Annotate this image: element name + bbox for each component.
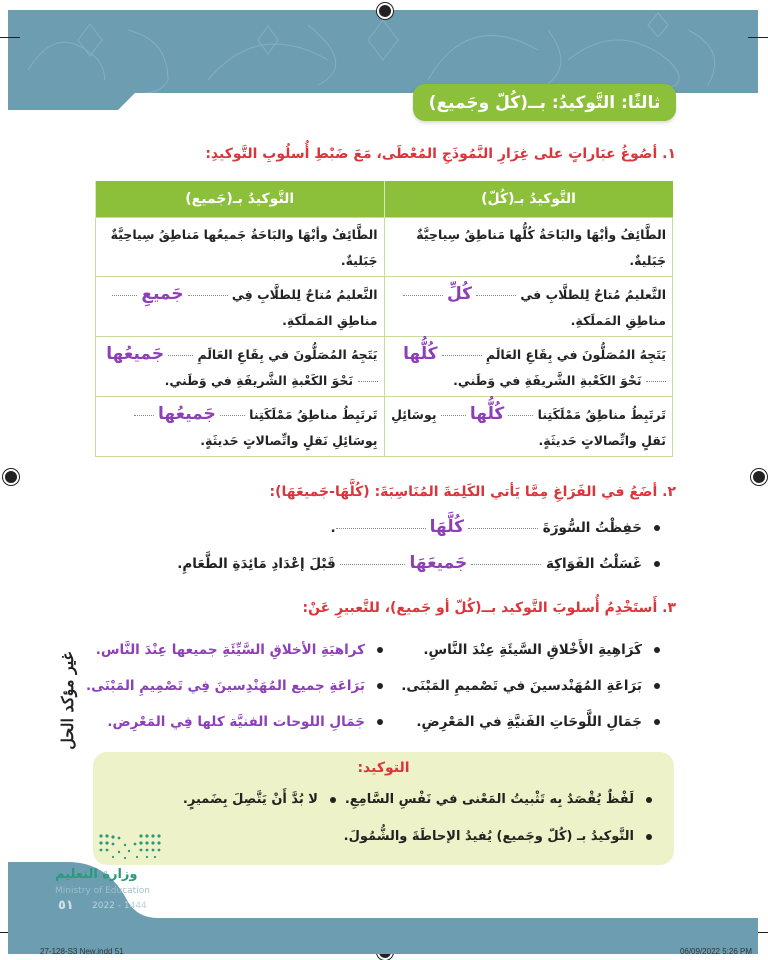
answer-text: كُلِّ [446,284,473,304]
bullet-icon [654,561,660,567]
bullet-icon [646,797,652,803]
note-box [93,752,674,865]
ministry-name-arabic: وزارة التعليم [55,867,138,882]
note-item [183,792,336,807]
bullet-icon [377,719,383,725]
table-cell-jamee [96,337,385,397]
fill-blank-item [177,553,660,573]
answer-text: كُلُّها [469,404,505,424]
prompt-item [401,678,660,694]
emphasis-table [95,181,673,457]
blank-dots [403,295,443,296]
blank-dots [646,381,666,382]
answer-text: كراهيَةِ الأخلاقِ السَّيِّئَةِ جميعها عِنْدَ النَّاس. [95,642,365,658]
item-text: غَسَلْتُ الفَوَاكِهَ [545,556,642,572]
cell-text: بِوسَائِلِ نَقلٍ واتِّصالاتٍ حَديثَةٍ. [200,433,378,448]
table-cell-jamee [96,277,385,337]
answer-text: كُلُّها [403,344,438,364]
print-slug-date: 06/09/2022 5:26 PM [679,947,752,956]
prompt-text: كَرَاهِيةِ الأَخْلاقِ السَّيئَةِ عِنْدَ النَّاسِ. [423,642,642,658]
blank-dots [340,564,405,565]
answer-text: جَميعِ [141,284,184,304]
handwritten-note [52,643,82,758]
column-kul-header: التَّوكيدُ بـ(كُلّ) [384,181,673,218]
registration-mark-left [3,469,19,485]
answer-text: كُلَّهَا [429,517,465,537]
cell-text: نَحْوَ الكَعْبةِ الشَّريفَةِ في وَطَني. [164,373,354,388]
cell-text: مناطِقِ المَملَكةِ. [570,313,666,328]
blank-dots [508,415,533,416]
cell-text: تَرتَبِطُ مناطِقُ مَمْلَكَتِنا [249,407,378,422]
note-text: لا بُدَّ أَنْ يَتَّصِلَ بِضَميرٍ. [182,792,318,807]
crop-mark [0,37,20,38]
table-header-row [96,181,673,218]
answer-text: جَميعُها [158,404,216,424]
table-row [96,397,673,457]
blank-dots [168,355,193,356]
blank-dots [476,295,516,296]
cell-text: بِوسَائِلِ نَقلٍ واتِّصالاتٍ حَديثَةٍ. [391,407,666,448]
header-tab-shape [8,80,148,110]
handwritten-note-text: غير مؤكد الحل [57,651,77,750]
question-2-heading: ٢. أضَعُ في الفَرَاغِ مِمَّا يَأتي الكَلِمَةَ المُنَاسِبَةَ: (كُلَّهَا-جَميعَهَا): [269,484,676,500]
blank-dots [358,381,378,382]
bullet-icon [330,797,336,803]
blank-dots [468,528,538,529]
cell-text: التَّعليمُ مُتاحٌ لِلطلَّابِ في [520,287,666,302]
prompt-item [416,714,660,730]
answer-text: جَميعُها [106,344,165,364]
note-text: التَّوكيدُ بـ (كُلّ وجَميع) يُفيدُ الإحاطَةَ والشُّمُولَ. [343,829,634,844]
item-text: حَفِظْتُ السُّورَةَ [542,520,642,536]
cell-text: مناطِقِ المَملَكةِ. [282,313,378,328]
table-row [96,277,673,337]
blank-dots [112,295,137,296]
bullet-icon [377,683,383,689]
table-cell-jamee [96,397,385,457]
bullet-icon [654,525,660,531]
blank-dots [188,295,228,296]
crop-mark [748,37,768,38]
blank-dots [336,528,426,529]
prompt-text: بَرَاعَةِ المُهَنْدسينَ في تَصْميمِ المَبْنَى. [401,678,642,694]
answer-item [107,714,383,730]
cell-text: الطَّائِفُ وأبْهَا والبَاحَةُ كُلُّها مَناطِقُ سِياحِيَّةٌ جَبَليةٌ. [416,227,666,268]
registration-mark-right [751,469,767,485]
answer-text: بَرَاعَةِ جميع المُهَنْدِسينَ فِي تَصْمِيمِ المَبْنَى. [86,678,365,694]
answer-item [96,642,383,658]
table-cell-jamee [96,218,385,277]
blank-dots [441,415,466,416]
blank-dots [220,415,245,416]
blank-dots [471,564,541,565]
cell-text: نَحْوَ الكَعْبةِ الشَّريفَةِ في وَطَني. [453,373,642,388]
column-jamee-header: التَّوكيدُ بـ(جَميع) [96,181,385,218]
note-item [344,829,652,844]
page-year: 2022 - 1444 [92,901,147,911]
blank-dots [134,415,154,416]
note-item [345,792,652,807]
bullet-icon [654,719,660,725]
section-title [413,84,676,121]
item-text: . [330,520,336,536]
cell-text: يَتَجِهُ المُصَلُّونَ في بِقَاعِ العَالَمِ [485,347,666,362]
table-cell-kul [384,337,673,397]
item-text: قَبْلَ إعْدَادِ مَائِدَةِ الطَّعَامِ. [177,556,336,572]
blank-dots [442,355,482,356]
prompt-text: جَمَالِ اللَّوحَاتِ الفَنيَّةِ في المَعْرِضِ. [416,714,642,730]
bullet-icon [377,647,383,653]
note-title: التوكيد: [357,760,410,776]
ministry-name-english: Ministry of Education [55,886,150,896]
prompt-item [423,642,660,658]
bullet-icon [654,683,660,689]
fill-blank-item [330,517,660,537]
section-title-text: ثالثًا: التَّوكيدُ: بــ(كُلّ وجَميع) [428,92,661,113]
answer-item [86,678,383,694]
cell-text: يَتَجِهُ المُصَلُّونَ في بِقَاعِ العَالَمِ [197,347,378,362]
table-cell-kul [384,218,673,277]
page-number: ٥١ [58,898,74,913]
registration-mark-top [377,3,393,19]
cell-text: الطَّائِفُ وأبْهَا والبَاحَةُ جَميعُها مَناطِقُ سِياحِيَّةٌ جَبَليةٌ. [110,227,378,268]
bullet-icon [654,647,660,653]
cell-text: تَرتَبِطُ مناطِقُ مَمْلَكَتِنا [537,407,666,422]
question-1-heading: ١. أصُوغُ عبَاراتٍ على غِرَارِ النَّمُوذَجِ المُعْطَى، مَعَ ضَبْطِ أُسلُوبِ التَّوكيدِ: [205,146,676,162]
answer-text: جَميعَهَا [409,553,468,573]
cell-text: التَّعليمُ مُتاحٌ لِلطلَّابِ فِي [231,287,378,302]
table-row [96,218,673,277]
table-row [96,337,673,397]
note-text: لَفْظٌ يُقْصَدُ بِه تَثْبيتُ المَعْنى في نَفْسِ السَّامِعِ. [344,792,634,807]
table-cell-kul [384,277,673,337]
print-slug-file: 27-128-S3 New.indd 51 [40,947,124,956]
table-cell-kul [384,397,673,457]
bullet-icon [646,834,652,840]
ministry-logo-dots [97,832,162,862]
question-3-heading: ٣. أَستَخْدِمُ أُسلوبَ التَّوكيد بــ(كُلّ أو جَميع)، للتَّعبيرِ عَنْ: [302,600,676,616]
answer-text: جَمَالِ اللوحات الفنيَّة كلها فِي المَعْرِض. [107,714,365,730]
